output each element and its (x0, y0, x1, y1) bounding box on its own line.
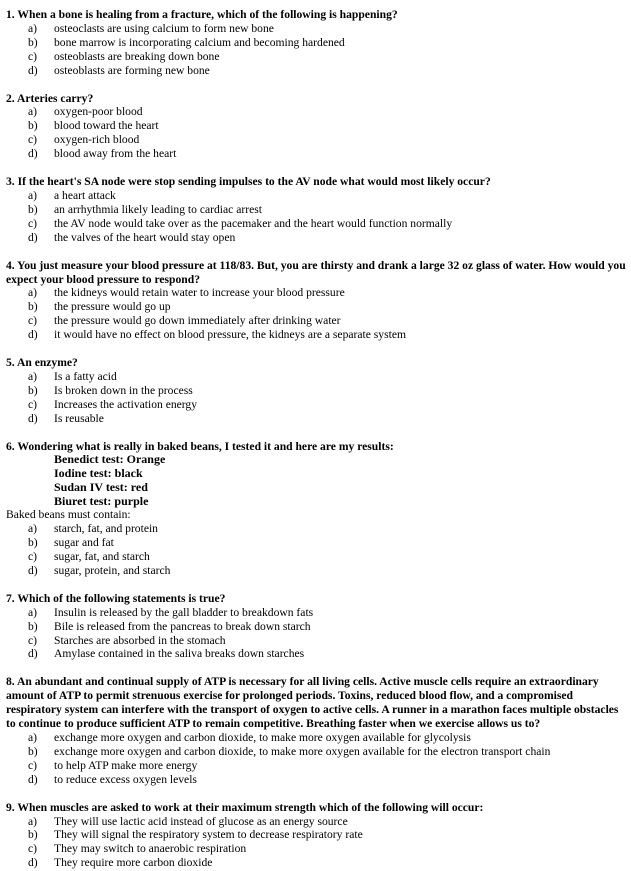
option-text: it would have no effect on blood pressure, the kidneys are a separate system (54, 328, 406, 342)
option-text: They will signal the respiratory system to decrease respiratory rate (54, 828, 363, 842)
question-text: When muscles are asked to work at their maximum strength which of the following will occur: (17, 800, 484, 814)
quiz-page (6, 8, 628, 870)
option-text: a heart attack (54, 188, 116, 202)
option-letter: c) (28, 842, 38, 856)
question-7 (6, 592, 628, 662)
question-number: 1. (6, 8, 15, 21)
option-c (6, 634, 628, 648)
option-text: the pressure would go down immediately after drinking water (54, 314, 341, 328)
option-b (6, 745, 628, 759)
option-letter: d) (28, 328, 38, 342)
option-d (6, 64, 628, 78)
option-letter: b) (28, 202, 38, 216)
option-d (6, 856, 628, 870)
question-number: 7. (6, 591, 15, 605)
option-d (6, 231, 628, 245)
option-d (6, 564, 628, 578)
option-text: starch, fat, and protein (54, 522, 158, 536)
option-letter: d) (28, 147, 38, 161)
option-c (6, 50, 628, 64)
option-b (6, 300, 628, 314)
question-number: 8. (6, 675, 15, 689)
question-text: An enzyme? (16, 356, 78, 370)
question-prompt: Baked beans must contain: (6, 508, 131, 522)
option-letter: a) (28, 730, 38, 744)
question-text: If the heart's SA node were stop sending impulses to the AV node what would most likely occur? (17, 175, 491, 189)
option-letter: a) (28, 21, 38, 35)
test-results (6, 453, 628, 508)
test-result: Benedict test: Orange (54, 452, 166, 467)
option-letter: b) (28, 383, 38, 397)
question-heading (6, 592, 628, 606)
option-letter: c) (28, 550, 38, 563)
option-letter: c) (28, 216, 38, 230)
option-a (6, 731, 628, 745)
option-text: Amylase contained in the saliva breaks down starches (54, 647, 305, 661)
option-text: to reduce excess oxygen levels (54, 772, 197, 786)
option-letter: b) (28, 536, 38, 550)
question-number: 4. (6, 258, 15, 272)
option-b (6, 203, 628, 217)
question-heading (6, 92, 628, 106)
question-heading (6, 356, 628, 370)
option-letter: c) (28, 49, 38, 63)
option-text: They require more carbon dioxide (54, 856, 213, 870)
option-letter: b) (28, 744, 38, 758)
question-heading (6, 8, 628, 22)
option-a (6, 370, 628, 384)
option-text: an arrhythmia likely leading to cardiac arrest (54, 202, 262, 216)
option-letter: c) (28, 633, 38, 647)
question-text: Which of the following statements is true? (17, 591, 226, 605)
option-c (6, 398, 628, 412)
option-letter: a) (28, 105, 38, 119)
option-c (6, 842, 628, 856)
option-letter: a) (28, 286, 38, 300)
option-c (6, 217, 628, 231)
option-letter: d) (28, 647, 38, 661)
option-letter: d) (28, 856, 38, 870)
test-result: Iodine test: black (54, 466, 143, 481)
question-text: You just measure your blood pressure at 118/83. But, you are thirsty and drank a large 32 oz glass of water. How would you expect your blood pressure to respond? (6, 258, 626, 286)
option-text: Is a fatty acid (54, 369, 117, 383)
option-text: sugar and fat (54, 536, 114, 550)
question-2 (6, 92, 628, 162)
question-heading (6, 175, 628, 189)
question-text: Wondering what is really in baked beans, I tested it and here are my results: (17, 439, 394, 453)
question-text: When a bone is healing from a fracture, which of the following is happening? (17, 8, 398, 21)
test-result: Biuret test: purple (54, 493, 149, 508)
option-d (6, 412, 628, 426)
question-6 (6, 440, 628, 578)
option-text: Is reusable (54, 411, 104, 425)
question-text: Arteries carry? (16, 91, 94, 105)
question-3 (6, 175, 628, 245)
option-letter: b) (28, 619, 38, 633)
option-b (6, 384, 628, 398)
option-letter: b) (28, 300, 38, 314)
option-text: Starches are absorbed in the stomach (54, 633, 226, 647)
question-heading (6, 801, 628, 815)
question-number: 9. (6, 800, 15, 814)
option-c (6, 133, 628, 147)
question-4 (6, 259, 628, 342)
option-letter: c) (28, 133, 38, 147)
option-text: the kidneys would retain water to increase your blood pressure (54, 286, 345, 300)
question-number: 5. (6, 356, 15, 370)
option-text: osteoblasts are breaking down bone (54, 49, 220, 63)
option-text: the valves of the heart would stay open (54, 230, 236, 244)
question-heading (6, 440, 628, 454)
option-a (6, 22, 628, 36)
option-text: to help ATP make more energy (54, 758, 198, 772)
option-letter: d) (28, 63, 38, 77)
question-text: An abundant and continual supply of ATP is necessary for all living cells. Active muscle cells require an extraordinary amount of ATP to permit strenuous exercise for prolonged periods. Toxins, reduced blood flow, and a compromised respiratory system can interfere with the transport of oxygen to active cells. A runner in a marathon faces multiple obstacles to continue to produce sufficient ATP to remain competitive. Breathing faster when we exercise allows us to? (6, 675, 619, 731)
option-text: osteoblasts are forming new bone (54, 63, 210, 77)
option-b (6, 828, 628, 842)
option-d (6, 647, 628, 661)
option-text: oxygen-poor blood (54, 105, 143, 119)
question-heading (6, 675, 628, 731)
option-letter: b) (28, 35, 38, 49)
option-b (6, 536, 628, 550)
option-letter: d) (28, 772, 38, 786)
option-letter: a) (28, 605, 38, 619)
question-1 (6, 8, 628, 78)
option-a (6, 815, 628, 829)
option-text: oxygen-rich blood (54, 133, 140, 147)
option-text: sugar, protein, and starch (54, 563, 171, 577)
option-a (6, 286, 628, 300)
option-letter: a) (28, 188, 38, 202)
option-letter: d) (28, 563, 38, 577)
option-letter: d) (28, 411, 38, 425)
option-c (6, 759, 628, 773)
option-letter: c) (28, 758, 38, 772)
option-letter: b) (28, 828, 38, 842)
question-heading (6, 259, 628, 287)
option-letter: c) (28, 397, 38, 411)
question-5 (6, 356, 628, 426)
option-text: blood away from the heart (54, 147, 177, 161)
question-9 (6, 801, 628, 871)
option-text: Increases the activation energy (54, 397, 198, 411)
option-text: exchange more oxygen and carbon dioxide, to make more oxygen available for the electron transport chain (54, 744, 551, 758)
test-result: Sudan IV test: red (54, 479, 148, 494)
option-d (6, 328, 628, 342)
option-text: the AV node would take over as the pacemaker and the heart would function normally (54, 216, 453, 230)
option-text: blood toward the heart (54, 119, 159, 133)
option-c (6, 314, 628, 328)
option-letter: d) (28, 230, 38, 244)
option-c (6, 550, 628, 564)
option-text: Bile is released from the pancreas to break down starch (54, 619, 311, 633)
option-b (6, 119, 628, 133)
option-text: Insulin is released by the gall bladder to breakdown fats (54, 605, 314, 619)
question-number: 6. (6, 439, 15, 453)
option-b (6, 620, 628, 634)
option-text: osteoclasts are using calcium to form new bone (54, 21, 274, 35)
option-text: exchange more oxygen and carbon dioxide, to make more oxygen available for glycolysis (54, 730, 471, 744)
option-d (6, 147, 628, 161)
question-number: 3. (6, 175, 15, 189)
option-text: They will use lactic acid instead of glucose as an energy source (54, 814, 348, 828)
option-text: the pressure would go up (54, 300, 171, 314)
option-a (6, 606, 628, 620)
option-letter: a) (28, 814, 38, 828)
option-a (6, 189, 628, 203)
option-letter: a) (28, 522, 38, 536)
option-letter: c) (28, 314, 38, 328)
option-text: They may switch to anaerobic respiration (54, 842, 247, 856)
option-b (6, 36, 628, 50)
option-a (6, 105, 628, 119)
option-d (6, 773, 628, 787)
option-letter: a) (28, 369, 38, 383)
option-letter: b) (28, 119, 38, 133)
question-8 (6, 675, 628, 786)
option-text: sugar, fat, and starch (54, 550, 150, 563)
option-a (6, 522, 628, 536)
option-text: Is broken down in the process (54, 383, 193, 397)
option-text: bone marrow is incorporating calcium and becoming hardened (54, 35, 345, 49)
question-number: 2. (6, 91, 15, 105)
